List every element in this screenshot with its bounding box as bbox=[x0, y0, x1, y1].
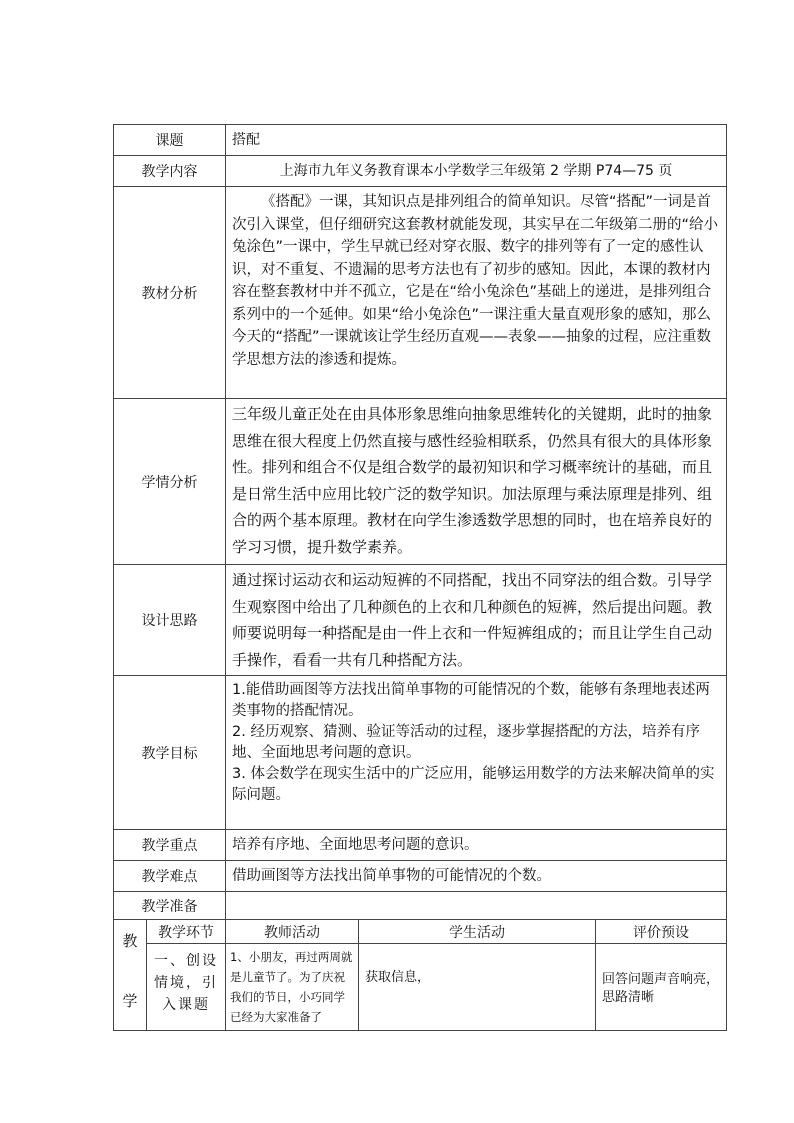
design-value: 通过探讨运动衣和运动短裤的不同搭配，找出不同穿法的组合数。引导学生观察图中给出了几种颜色的上衣和几种颜色的短裤，然后提出问题。教师要说明每一种搭配是由一件上衣和一件短裤组成的；而且让学生自己动手操作，看看一共有几种搭配方法。 bbox=[226, 565, 727, 676]
process-side-label bbox=[114, 920, 147, 1031]
evaluation-cell: 回答问题声音响亮，思路清晰 bbox=[596, 944, 727, 1031]
row-topic bbox=[114, 125, 727, 156]
content-label: 教学内容 bbox=[114, 156, 226, 187]
goal-item: 3. 体会数学在现实生活中的广泛应用，能够运用数学的方法来解决简单的实际问题。 bbox=[232, 766, 715, 803]
key-value: 培养有序地、全面地思考问题的意识。 bbox=[226, 830, 727, 861]
header-student: 学生活动 bbox=[359, 920, 596, 944]
row-key bbox=[114, 830, 727, 861]
students-label: 学情分析 bbox=[114, 399, 226, 565]
row-students bbox=[114, 399, 727, 565]
process-header-row bbox=[114, 920, 727, 944]
process-side-char: 学 bbox=[122, 992, 138, 1010]
header-eval: 评价预设 bbox=[596, 920, 727, 944]
student-activity-cell: 获取信息， bbox=[359, 944, 596, 1031]
goal-item: 1.能借助画图等方法找出简单事物的可能情况的个数，能够有条理地表述两类事物的搭配情况。 bbox=[232, 682, 710, 719]
row-content bbox=[114, 156, 727, 187]
difficulty-label: 教学难点 bbox=[114, 861, 226, 892]
material-label: 教材分析 bbox=[114, 187, 226, 399]
design-label: 设计思路 bbox=[114, 565, 226, 676]
topic-label: 课题 bbox=[114, 125, 226, 156]
row-difficulty bbox=[114, 861, 727, 892]
goal-item: 2. 经历观察、猜测、验证等活动的过程，逐步掌握搭配的方法，培养有序地、全面地思考问题的意识。 bbox=[232, 724, 700, 761]
row-design bbox=[114, 565, 727, 676]
header-teacher: 教师活动 bbox=[226, 920, 359, 944]
row-prep bbox=[114, 892, 727, 920]
row-goals bbox=[114, 676, 727, 830]
difficulty-value: 借助画图等方法找出简单事物的可能情况的个数。 bbox=[226, 861, 727, 892]
key-label: 教学重点 bbox=[114, 830, 226, 861]
stage-cell: 一、创设情境，引入课题 bbox=[147, 944, 226, 1031]
students-value: 三年级儿童正处在由具体形象思维向抽象思维转化的关键期，此时的抽象思维在很大程度上仍然直接与感性经验相联系，仍然具有很大的具体形象性。排列和组合不仅是组合数学的最初知识和学习概率统计的基础，而且是日常生活中应用比较广泛的数学知识。加法原理与乘法原理是排列、组合的两个基本原理。教材在向学生渗透数学思想的同时，也在培养良好的学习习惯，提升数学素养。 bbox=[226, 399, 727, 565]
process-side-char: 教 bbox=[122, 932, 138, 950]
process-row bbox=[114, 944, 727, 1031]
prep-value bbox=[226, 892, 727, 920]
material-value: 《搭配》一课，其知识点是排列组合的简单知识。尽管“搭配”一词是首次引入课堂，但仔细研究这套教材就能发现，其实早在二年级第二册的“给小兔涂色”一课中，学生早就已经对穿衣服、数字的排列等有了一定的感性认识，对不重复、不遗漏的思考方法也有了初步的感知。因此，本课的教材内容在整套教材中并不孤立，它是在“给小兔涂色”基础上的递进，是排列组合系列中的一个延伸。如果“给小兔涂色”一课注重大量直观形象的感知，那么今天的“搭配”一课就该让学生经历直观——表象——抽象的过程，应注重数学思想方法的渗透和提炼。 bbox=[226, 187, 727, 399]
goals-label: 教学目标 bbox=[114, 676, 226, 830]
header-stage: 教学环节 bbox=[147, 920, 226, 944]
teacher-activity-cell: 1、小朋友，再过两周就是儿童节了。为了庆祝我们的节日，小巧同学已经为大家准备了 bbox=[226, 944, 359, 1031]
prep-label: 教学准备 bbox=[114, 892, 226, 920]
goals-value bbox=[226, 676, 727, 830]
content-value: 上海市九年义务教育课本小学数学三年级第 2 学期 P74—75 页 bbox=[226, 156, 727, 187]
row-material bbox=[114, 187, 727, 399]
topic-value: 搭配 bbox=[226, 125, 727, 156]
lesson-plan-table bbox=[113, 124, 727, 1031]
